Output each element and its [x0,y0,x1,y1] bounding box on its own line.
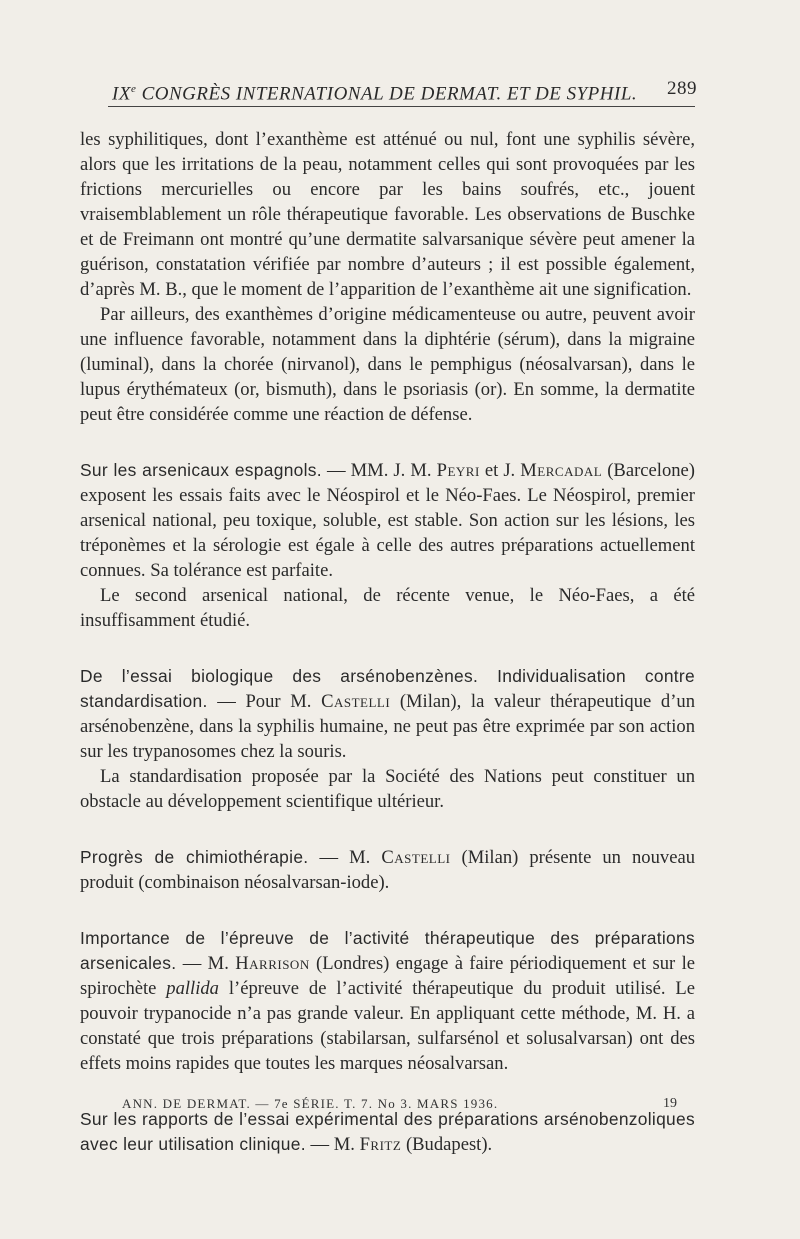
section-heading: Sur les rapports de l’essai expérimental des préparations arsénobenzoliques avec leur utilisation clinique. [80,1109,695,1154]
page-number: 289 [667,78,697,99]
author-name: Fritz [359,1134,402,1155]
section-heading: Importance de l’épreuve de l’activité thérapeutique des préparations arsenicales. [80,928,695,973]
section-paragraph: De l’essai biologique des arsénobenzènes. Individualisation contre standardisation. — Pour M. Castelli (Milan), la valeur thérapeutique d’un arsénobenzène, dans la syphilis humaine, ne peut pas être exprimée par son action sur les trypanosomes chez la souris. [80,666,695,762]
article-body [80,127,695,1157]
section-paragraph: Sur les arsenicaux espagnols. — MM. J. M. Peyri et J. Mercadal (Barcelone) exposent les essais faits avec le Néospirol et le Néo-Faes. Le Néospirol, premier arsenical national, peu toxique, soluble, est stable. Son action sur les lésions, les tréponèmes et la sérologie est égale à celle des autres préparations actuellement connues. Sa tolérance est parfaite. [80,460,695,581]
section-paragraph-2: Le second arsenical national, de récente venue, le Néo-Faes, a été insuffisamment étudié. [80,585,695,631]
section-paragraph: Progrès de chimiothérapie. — M. Castelli (Milan) présente un nouveau produit (combinaison néosalvarsan-iode). [80,847,695,893]
running-head-title: IXe CONGRÈS INTERNATIONAL DE DERMAT. ET DE SYPHIL. [112,83,638,105]
section-chimiotherapie [80,845,695,895]
section-paragraph: Importance de l’épreuve de l’activité thérapeutique des préparations arsenicales. — M. Harrison (Londres) engage à faire périodiquement et sur le spirochète pallida l’épreuve de l’activité thérapeutique du produit utilisé. Le pouvoir trypanocide n’a pas grande valeur. En appliquant cette méthode, M. H. a constaté que trois préparations (stabilarsan, sulfarsénol et solusalvarsan) ont des effets moins rapides que toutes les marques néosalvarsan. [80,928,696,1074]
author-name: Peyri [436,460,480,481]
author-name: Castelli [321,691,391,712]
section-heading: Sur les arsenicaux espagnols. [80,460,322,480]
section-heading: De l’essai biologique des arsénobenzènes. Individualisation contre standardisation. [80,666,695,711]
author-name: Harrison [235,953,310,974]
journal-citation: ANN. DE DERMAT. — 7e SÉRIE. T. 7. No 3. MARS 1936. [122,1096,499,1111]
section-paragraph: Sur les rapports de l’essai expérimental des préparations arsénobenzoliques avec leur utilisation clinique. — M. Fritz (Budapest). [80,1109,695,1155]
section-heading: Progrès de chimiothérapie. [80,847,309,867]
intro-paragraph-1: les syphilitiques, dont l’exanthème est atténué ou nul, font une syphilis sévère, alors que les irritations de la peau, notamment celles qui sont provoquées par les frictions mercurielles ou encore par les bains soufrés, etc., jouent vraisemblablement un rôle thérapeutique favorable. Les observations de Buschke et de Freimann ont montré qu’une dermatite salvarsanique sévère peut amener la guérison, constatation vérifiée par nombre d’auteurs ; il est possible également, d’après M. B., que le moment de l’apparition de l’exanthème ait une signification. [80,129,695,300]
section-essai-experimental [80,1107,695,1157]
author-name: Mercadal [520,460,603,481]
section-arsenicaux-espagnols [80,458,695,633]
running-head [108,72,695,107]
section-essai-biologique [80,664,695,814]
intro-paragraph-2: Par ailleurs, des exanthèmes d’origine médicamenteuse ou autre, peuvent avoir une influence favorable, notamment dans la diphtérie (sérum), dans la migraine (luminal), dans la chorée (nirvanol), dans le pemphigus (néosalvarsan), dans le lupus érythémateux (or, bismuth), dans le psoriasis (or). En somme, la dermatite peut être considérée comme une réaction de défense. [80,304,695,425]
signature-mark: 19 [663,1096,677,1111]
author-name: Castelli [381,847,451,868]
section-activite-therapeutique [80,926,695,1076]
section-paragraph-2: La standardisation proposée par la Société des Nations peut constituer un obstacle au développement scientifique ultérieur. [80,766,695,812]
italic-term: pallida [166,978,219,999]
